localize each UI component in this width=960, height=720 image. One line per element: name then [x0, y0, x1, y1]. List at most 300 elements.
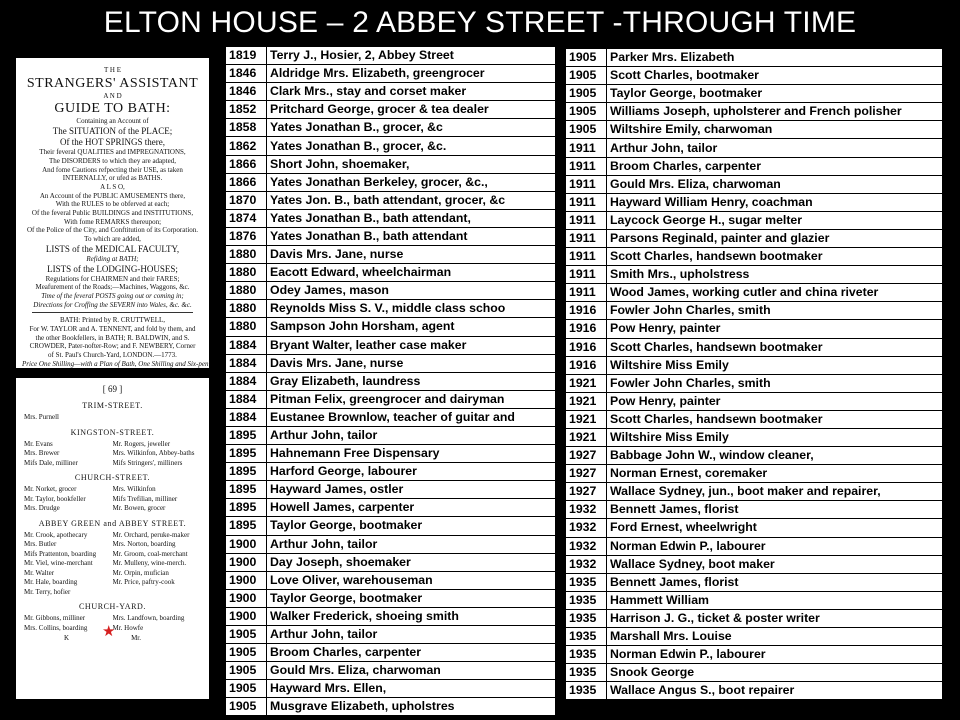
guide-line: Containing an Account of	[76, 117, 149, 126]
lodging-name-left: Mrs. Purnell	[24, 413, 59, 421]
lodging-row	[24, 440, 201, 450]
guide-line: The SITUATION of the PLACE;	[52, 126, 173, 137]
table-row	[566, 447, 943, 465]
lodging-name-right: Mr. Price, paftry-cook	[112, 578, 175, 586]
table-row	[226, 426, 556, 444]
occupant-cell: Parsons Reginald, painter and glazier	[607, 229, 943, 247]
occupant-cell: Hayward William Henry, coachman	[607, 193, 943, 211]
occupant-cell: Yates Jonathan B., grocer, &c.	[267, 137, 556, 155]
guide-line: A N D	[103, 91, 122, 100]
year-cell: 1927	[566, 483, 607, 501]
year-cell: 1935	[566, 664, 607, 682]
year-cell: 1911	[566, 284, 607, 302]
table-row	[226, 662, 556, 680]
lodging-row	[24, 569, 201, 579]
lodging-name-right: Mifs Stringers', milliners	[112, 458, 183, 467]
table-row	[566, 374, 943, 392]
guide-line: of St. Paul's Church-Yard, LONDON.—1773.	[48, 351, 177, 360]
year-cell: 1895	[226, 463, 267, 481]
occupant-cell: Wallace Sydney, boot maker	[607, 555, 943, 573]
lodging-name-left: Mr. Norket, grocer	[24, 485, 77, 493]
year-cell: 1921	[566, 374, 607, 392]
year-cell: 1880	[226, 264, 267, 282]
year-cell: 1895	[226, 445, 267, 463]
year-cell: 1895	[226, 499, 267, 517]
lodging-row	[24, 504, 201, 514]
table-row	[226, 264, 556, 282]
guide-line: The DISORDERS to which they are adapted,	[49, 156, 176, 165]
occupant-cell: Scott Charles, handsewn bootmaker	[607, 410, 943, 428]
guide-line: GUIDE TO BATH:	[54, 101, 171, 117]
occupant-cell: Musgrave Elizabeth, upholstres	[267, 698, 556, 716]
guide-line: And fome Cautions refpecting their USE, as taken	[42, 165, 183, 174]
occupant-cell: Yates Jonathan Berkeley, grocer, &c.,	[267, 173, 556, 191]
table-row	[566, 49, 943, 67]
table-row	[226, 119, 556, 137]
year-cell: 1852	[226, 101, 267, 119]
occupant-cell: Arthur John, tailor	[267, 535, 556, 553]
lodging-row	[24, 449, 201, 459]
occupant-cell: Norman Edwin P., labourer	[607, 537, 943, 555]
year-cell: 1905	[226, 626, 267, 644]
table-row	[566, 591, 943, 609]
table-row	[226, 372, 556, 390]
lodging-name-right: Mrs. Landfown, boarding	[112, 614, 185, 622]
table-row	[226, 698, 556, 716]
lodging-row	[24, 578, 201, 588]
lodging-name-left: Mr. Hale, boarding	[24, 578, 78, 586]
year-cell: 1932	[566, 519, 607, 537]
table-row	[226, 155, 556, 173]
guide-line: An Account of the PUBLIC AMUSEMENTS there,	[39, 191, 186, 200]
table-row	[226, 65, 556, 83]
guide-line: STRANGERS' ASSISTANT	[26, 75, 199, 91]
occupant-cell: Yates Jon. B., bath attendant, grocer, &c	[267, 191, 556, 209]
table-row	[566, 121, 943, 139]
table-row	[226, 137, 556, 155]
table-row	[226, 408, 556, 426]
year-cell: 1880	[226, 246, 267, 264]
occupant-cell: Eacott Edward, wheelchairman	[267, 264, 556, 282]
occupant-cell: Short John, shoemaker,	[267, 155, 556, 173]
table-row	[566, 519, 943, 537]
table-row	[566, 555, 943, 573]
lodging-name-left: Mr. Terry, hofier	[24, 587, 71, 596]
table-row	[226, 282, 556, 300]
star-marker-icon: ★	[102, 624, 116, 640]
table-row	[566, 537, 943, 555]
lodging-house-list-page	[16, 378, 209, 699]
occupant-cell: Laycock George H., sugar melter	[607, 211, 943, 229]
lodging-row	[24, 550, 201, 560]
lodging-name-right	[113, 588, 202, 598]
occupant-cell: Yates Jonathan B., grocer, &c	[267, 119, 556, 137]
year-cell: 1905	[226, 698, 267, 716]
occupant-cell: Ford Ernest, wheelwright	[607, 519, 943, 537]
year-cell: 1884	[226, 354, 267, 372]
occupant-cell: Hammett William	[607, 591, 943, 609]
year-cell: 1819	[226, 47, 267, 65]
occupant-cell: Babbage John W., window cleaner,	[607, 447, 943, 465]
year-cell: 1884	[226, 372, 267, 390]
occupant-cell: Hayward James, ostler	[267, 481, 556, 499]
table-row	[226, 607, 556, 625]
occupant-cell: Sampson John Horsham, agent	[267, 318, 556, 336]
street-heading: KINGSTON-STREET.	[70, 427, 155, 437]
guide-line: BATH: Printed by R. CRUTTWELL,	[60, 316, 165, 325]
guide-line: CROWDER, Pater-nofter-Row; and F. NEWBERY, Corner	[29, 342, 196, 351]
table-row	[566, 356, 943, 374]
occupant-cell: Broom Charles, carpenter	[267, 644, 556, 662]
year-cell: 1876	[226, 227, 267, 245]
directory-table-right	[565, 48, 943, 700]
table-row	[226, 227, 556, 245]
lodging-name-left: Mrs. Drudge	[24, 504, 60, 512]
guide-line: LISTS of the MEDICAL FACULTY,	[45, 243, 180, 254]
table-row	[566, 284, 943, 302]
lodging-row	[24, 459, 201, 469]
guide-line: the other Bookfellers, in BATH; R. BALDWIN, and S.	[35, 333, 190, 342]
table-row	[226, 354, 556, 372]
occupant-cell: Scott Charles, handsewn bootmaker	[607, 338, 943, 356]
lodging-name-right: Mr. Rogers, jeweller	[112, 439, 171, 448]
occupant-cell: Taylor George, bootmaker	[267, 517, 556, 535]
lodging-name-left: Mrs. Butler	[24, 540, 57, 548]
occupant-cell: Pritchard George, grocer & tea dealer	[267, 101, 556, 119]
year-cell: 1874	[226, 209, 267, 227]
year-cell: 1905	[226, 644, 267, 662]
table-row	[566, 410, 943, 428]
occupant-cell: Wallace Angus S., boot repairer	[607, 682, 943, 700]
lodging-name-right: Mrs. Wilkinfon, Abbey-baths	[112, 449, 195, 457]
year-cell: 1935	[566, 682, 607, 700]
table-row	[226, 463, 556, 481]
guide-line: With fome REMARKS thereupon;	[63, 217, 162, 226]
occupant-cell: Norman Ernest, coremaker	[607, 465, 943, 483]
occupant-cell: Wiltshire Miss Emily	[607, 428, 943, 446]
guide-line: LISTS of the LODGING-HOUSES;	[47, 263, 178, 274]
table-row	[226, 644, 556, 662]
table-row	[566, 573, 943, 591]
table-row	[566, 139, 943, 157]
table-row	[566, 67, 943, 85]
occupant-cell: Arthur John, tailor	[267, 626, 556, 644]
occupant-cell: Hahnemann Free Dispensary	[267, 445, 556, 463]
table-row	[226, 101, 556, 119]
occupant-cell: Arthur John, tailor	[607, 139, 943, 157]
page-number: [ 69 ]	[102, 384, 123, 394]
table-row	[566, 682, 943, 700]
table-row	[226, 517, 556, 535]
year-cell: 1884	[226, 390, 267, 408]
year-cell: 1932	[566, 555, 607, 573]
year-cell: 1911	[566, 248, 607, 266]
table-row	[566, 483, 943, 501]
occupant-cell: Love Oliver, warehouseman	[267, 571, 556, 589]
lodging-row	[24, 588, 201, 598]
street-heading: CHURCH-YARD.	[79, 602, 146, 611]
guide-line: Of the HOT SPRINGS there,	[59, 137, 166, 148]
year-cell: 1884	[226, 336, 267, 354]
table-row	[226, 571, 556, 589]
occupant-cell: Arthur John, tailor	[267, 426, 556, 444]
occupant-cell: Davis Mrs. Jane, nurse	[267, 246, 556, 264]
lodging-name-left: Mifs Dale, milliner	[24, 458, 78, 467]
table-row	[226, 300, 556, 318]
table-row	[226, 589, 556, 607]
year-cell: 1900	[226, 571, 267, 589]
year-cell: 1932	[566, 537, 607, 555]
lodging-name-left: Mr. Walter	[24, 568, 55, 577]
lodging-row	[24, 485, 201, 495]
lodging-name-left: Mr. Evans	[24, 439, 53, 448]
occupant-cell: Aldridge Mrs. Elizabeth, greengrocer	[267, 65, 556, 83]
lodging-name-right: Mr. Orpin, mufician	[112, 568, 169, 577]
year-cell: 1911	[566, 175, 607, 193]
street-heading: TRIM-STREET.	[82, 401, 143, 410]
table-row	[566, 103, 943, 121]
lodging-name-left: Mrs. Brewer	[24, 449, 60, 457]
occupant-cell: Gray Elizabeth, laundress	[267, 372, 556, 390]
year-cell: 1900	[226, 607, 267, 625]
page-title: ELTON HOUSE – 2 ABBEY STREET -THROUGH TIME	[103, 6, 857, 39]
table-row	[566, 175, 943, 193]
year-cell: 1866	[226, 155, 267, 173]
occupant-cell: Clark Mrs., stay and corset maker	[267, 83, 556, 101]
guide-line: Regulations for CHAIRMEN and their FARES;	[45, 274, 180, 283]
street-heading: CHURCH-STREET.	[74, 473, 151, 482]
occupant-cell: Norman Edwin P., labourer	[607, 646, 943, 664]
occupant-cell: Walker Frederick, shoeing smith	[267, 607, 556, 625]
lodging-row	[24, 413, 201, 423]
lodging-row	[24, 540, 201, 550]
table-row	[226, 47, 556, 65]
year-cell: 1911	[566, 266, 607, 284]
guide-line: Meafurement of the Roads;—Machines, Waggons, &c.	[35, 283, 190, 292]
occupant-cell: Hayward Mrs. Ellen,	[267, 680, 556, 698]
year-cell: 1927	[566, 447, 607, 465]
table-row	[566, 266, 943, 284]
table-row	[566, 646, 943, 664]
year-cell: 1932	[566, 501, 607, 519]
occupant-cell: Eustanee Brownlow, teacher of guitar and	[267, 408, 556, 426]
lodging-row	[24, 531, 201, 541]
year-cell: 1905	[566, 103, 607, 121]
table-row	[226, 535, 556, 553]
year-cell: 1862	[226, 137, 267, 155]
occupant-cell: Scott Charles, handsewn bootmaker	[607, 248, 943, 266]
guide-line: To which are added,	[84, 235, 141, 244]
year-cell: 1858	[226, 119, 267, 137]
guide-line: Refiding at BATH;	[86, 254, 139, 263]
table-row	[226, 553, 556, 571]
occupant-cell: Pow Henry, painter	[607, 392, 943, 410]
occupant-cell: Williams Joseph, upholsterer and French polisher	[607, 103, 943, 121]
year-cell: 1935	[566, 591, 607, 609]
table-row	[566, 392, 943, 410]
year-cell: 1880	[226, 318, 267, 336]
table-row	[226, 390, 556, 408]
table-row	[226, 680, 556, 698]
guide-line: Time of the feveral POSTS going out or coming in;	[41, 291, 184, 300]
occupant-cell: Terry J., Hosier, 2, Abbey Street	[267, 47, 556, 65]
occupant-cell: Gould Mrs. Eliza, charwoman	[607, 175, 943, 193]
year-cell: 1900	[226, 553, 267, 571]
year-cell: 1935	[566, 573, 607, 591]
year-cell: 1905	[566, 67, 607, 85]
year-cell: 1870	[226, 191, 267, 209]
table-row	[566, 302, 943, 320]
year-cell: 1916	[566, 356, 607, 374]
year-cell: 1846	[226, 65, 267, 83]
occupant-cell: Parker Mrs. Elizabeth	[607, 49, 943, 67]
year-cell: 1921	[566, 410, 607, 428]
year-cell: 1916	[566, 320, 607, 338]
occupant-cell: Harrison J. G., ticket & poster writer	[607, 609, 943, 627]
lodging-name-right	[113, 413, 202, 423]
lodging-row	[24, 495, 201, 505]
occupant-cell: Bennett James, florist	[607, 501, 943, 519]
year-cell: 1921	[566, 392, 607, 410]
table-row	[226, 209, 556, 227]
occupant-cell: Yates Jonathan B., bath attendant,	[267, 209, 556, 227]
occupant-cell: Smith Mrs., upholstress	[607, 266, 943, 284]
guide-line: T H E	[104, 66, 121, 74]
lodging-name-right: Mr. Bowen, grocer	[112, 504, 166, 512]
table-row	[566, 229, 943, 247]
year-cell: 1905	[566, 85, 607, 103]
occupant-cell: Fowler John Charles, smith	[607, 374, 943, 392]
guide-line: Of the Police of the City, and Conftitution of its Corporation.	[26, 226, 199, 235]
table-row	[226, 336, 556, 354]
occupant-cell: Pitman Felix, greengrocer and dairyman	[267, 390, 556, 408]
table-row	[226, 83, 556, 101]
year-cell: 1846	[226, 83, 267, 101]
year-cell: 1905	[226, 680, 267, 698]
year-cell: 1900	[226, 535, 267, 553]
table-row	[226, 445, 556, 463]
table-row	[566, 248, 943, 266]
lodging-name-right: Mrs. Wilkinfon	[112, 485, 156, 493]
occupant-cell: Bennett James, florist	[607, 573, 943, 591]
table-row	[226, 626, 556, 644]
lodging-name-right: Mifs Trefilian, milliner	[112, 494, 178, 503]
table-row	[566, 193, 943, 211]
guide-line: Their feveral QUALITIES and IMPREGNATIONS,	[39, 148, 186, 157]
lodging-name-left: Mr. Viel, wine-merchant	[24, 559, 93, 567]
guide-line: With the RULES to be obferved at each;	[55, 200, 170, 209]
lodging-row	[24, 559, 201, 569]
year-cell: 1900	[226, 589, 267, 607]
occupant-cell: Marshall Mrs. Louise	[607, 628, 943, 646]
occupant-cell: Pow Henry, painter	[607, 320, 943, 338]
occupant-cell: Day Joseph, shoemaker	[267, 553, 556, 571]
year-cell: 1895	[226, 481, 267, 499]
street-heading: ABBEY GREEN and ABBEY STREET.	[38, 518, 187, 528]
year-cell: 1884	[226, 408, 267, 426]
guide-line: Directions for Croffing the SEVERN into Wales, &c. &c.	[33, 300, 192, 309]
table-row	[226, 318, 556, 336]
year-cell: 1935	[566, 609, 607, 627]
year-cell: 1905	[226, 662, 267, 680]
guide-line: For W. TAYLOR and A. TENNENT, and fold by them, and	[29, 325, 196, 334]
table-row	[566, 320, 943, 338]
occupant-cell: Gould Mrs. Eliza, charwoman	[267, 662, 556, 680]
year-cell: 1911	[566, 229, 607, 247]
occupant-cell: Fowler John Charles, smith	[607, 302, 943, 320]
year-cell: 1935	[566, 646, 607, 664]
lodging-name-left: Mr. Gibbons, milliner	[24, 614, 86, 622]
year-cell: 1916	[566, 302, 607, 320]
footer-catchword: Mr.	[131, 634, 141, 642]
lodging-name-right: Mr. Groom, coal-merchant	[112, 549, 188, 558]
guide-title-page	[16, 58, 209, 368]
year-cell: 1911	[566, 193, 607, 211]
guide-line: A L S O,	[100, 182, 125, 191]
year-cell: 1880	[226, 300, 267, 318]
lodging-name-left: Mr. Taylor, bookfeller	[24, 494, 86, 503]
occupant-cell: Davis Mrs. Jane, nurse	[267, 354, 556, 372]
table-row	[566, 428, 943, 446]
year-cell: 1927	[566, 465, 607, 483]
guide-line: INTERNALLY, or ufed as BATHS.	[62, 174, 163, 183]
occupant-cell: Yates Jonathan B., bath attendant	[267, 227, 556, 245]
table-row	[566, 465, 943, 483]
lodging-name-left: Mr. Crook, apothecary	[24, 530, 88, 539]
table-row	[566, 338, 943, 356]
occupant-cell: Odey James, mason	[267, 282, 556, 300]
occupant-cell: Scott Charles, bootmaker	[607, 67, 943, 85]
occupant-cell: Wiltshire Emily, charwoman	[607, 121, 943, 139]
occupant-cell: Wallace Sydney, jun., boot maker and repairer,	[607, 483, 943, 501]
table-row	[566, 628, 943, 646]
occupant-cell: Snook George	[607, 664, 943, 682]
year-cell: 1911	[566, 211, 607, 229]
year-cell: 1905	[566, 49, 607, 67]
occupant-cell: Broom Charles, carpenter	[607, 157, 943, 175]
lodging-name-left: Mrs. Collins, boarding	[24, 623, 88, 632]
guide-line: Of the feveral Public BUILDINGS and INSTITUTIONS,	[31, 209, 194, 218]
year-cell: 1921	[566, 428, 607, 446]
year-cell: 1895	[226, 426, 267, 444]
occupant-cell: Wood James, working cutler and china riveter	[607, 284, 943, 302]
table-row	[226, 499, 556, 517]
year-cell: 1911	[566, 157, 607, 175]
directory-table-left	[225, 46, 556, 716]
lodging-name-left: Mifs Prattenton, boarding	[24, 549, 97, 558]
occupant-cell: Bryant Walter, leather case maker	[267, 336, 556, 354]
guide-line: Price One Shilling—with a Plan of Bath, One Shilling and Six-pen	[22, 359, 209, 368]
year-cell: 1866	[226, 173, 267, 191]
year-cell: 1935	[566, 628, 607, 646]
year-cell: 1880	[226, 282, 267, 300]
lodging-name-right: Mr. Mulleny, wine-merch.	[112, 559, 187, 567]
occupant-cell: Taylor George, bootmaker	[607, 85, 943, 103]
table-row	[566, 85, 943, 103]
occupant-cell: Harford George, labourer	[267, 463, 556, 481]
divider	[32, 312, 193, 313]
occupant-cell: Wiltshire Miss Emily	[607, 356, 943, 374]
table-row	[566, 609, 943, 627]
table-row	[566, 501, 943, 519]
occupant-cell: Taylor George, bootmaker	[267, 589, 556, 607]
lodging-row	[24, 614, 201, 624]
table-row	[226, 481, 556, 499]
year-cell: 1911	[566, 139, 607, 157]
occupant-cell: Howell James, carpenter	[267, 499, 556, 517]
table-row	[226, 246, 556, 264]
lodging-name-right: Mr. Howfe	[112, 623, 144, 632]
